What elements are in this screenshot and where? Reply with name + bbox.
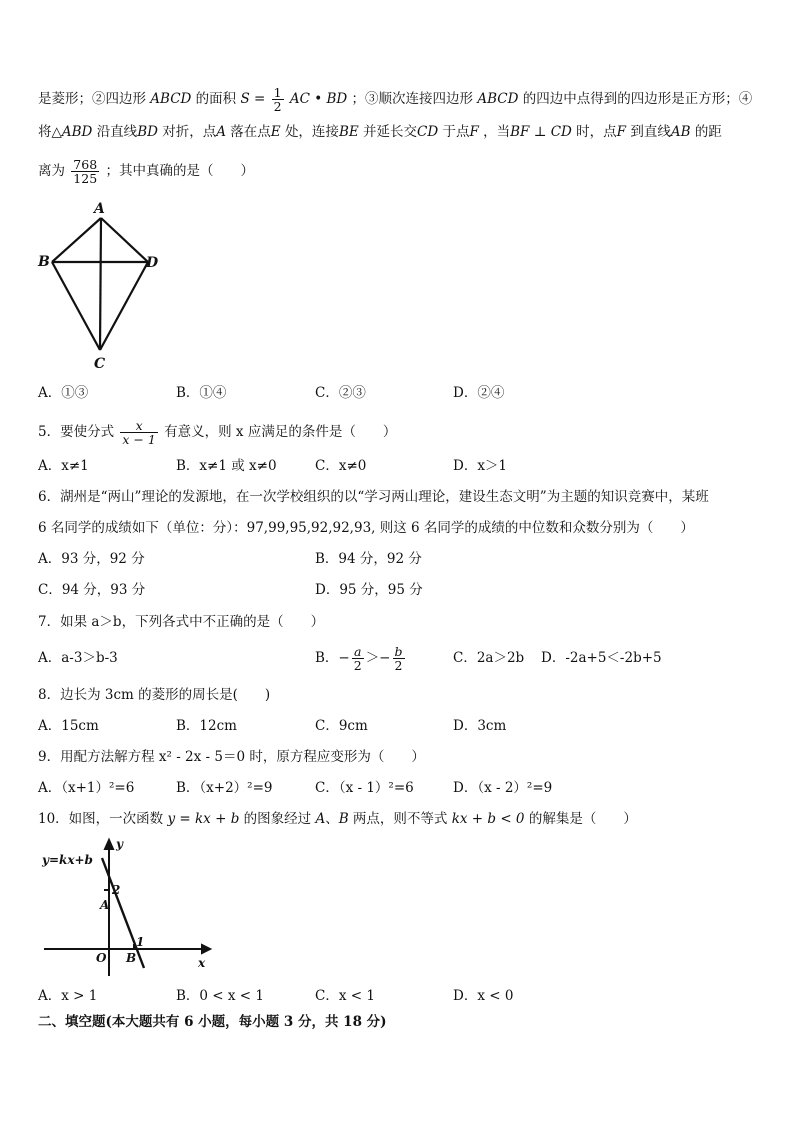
label-a: A (94, 201, 105, 217)
q6-stem-line-1: 6．湖州是“两山”理论的发源地，在一次学校组织的以“学习两山理论，建设生态文明”为主题的知识竞赛中，某班 (38, 489, 709, 505)
q4-text: 于点 (442, 124, 470, 140)
q6-option-c[interactable]: C．94 分，93 分 (38, 582, 146, 598)
q4-math: BF ⊥ CD (510, 124, 572, 140)
q4-fraction-half (272, 86, 284, 113)
q4-text: ；③顺次连接四边形 (351, 91, 474, 107)
label-d: D (146, 255, 159, 271)
q10-text: 10．如图，一次函数 (38, 811, 164, 827)
q5-option-b[interactable]: B．x≠1 或 x≠0 (176, 458, 277, 474)
q9-option-a[interactable]: A．（x+1）²=6 (38, 780, 135, 796)
q4-text: 将△ (38, 124, 62, 140)
segment-ad (101, 218, 148, 262)
point-a-label: A (100, 898, 110, 912)
q4-text: 并延长交 (363, 124, 418, 140)
q4-option-d[interactable]: D．②④ (453, 385, 505, 401)
q6-option-b[interactable]: B．94 分，92 分 (315, 551, 422, 567)
q4-math: A (216, 124, 226, 140)
q4-math: F (469, 124, 479, 140)
q5-text: 5．要使分式 (38, 424, 115, 440)
q10-option-d[interactable]: D．x < 0 (453, 988, 514, 1004)
q5-fraction (120, 419, 157, 446)
function-label: y=kx+b (42, 853, 93, 867)
q8-option-b[interactable]: B．12cm (176, 718, 237, 734)
q10-option-b[interactable]: B．0 < x < 1 (176, 988, 265, 1004)
q4-option-a[interactable]: A．①③ (38, 385, 89, 401)
q5-text: 有意义，则 x 应满足的条件是（ ） (164, 424, 397, 440)
q4-text: 对折，点 (162, 124, 217, 140)
point-b-label: B (126, 951, 137, 965)
q7-option-a[interactable]: A．a-3＞b-3 (38, 650, 118, 666)
y-axis-arrow-icon (105, 840, 113, 849)
q8-stem: 8．边长为 3cm 的菱形的周长是( ) (38, 687, 271, 703)
q10-stem (38, 809, 637, 829)
label-b: B (38, 254, 50, 270)
linear-function-graph (38, 836, 218, 978)
q10-text: 的图象经过 (243, 811, 312, 827)
fraction-numerator: b (394, 644, 403, 659)
y-intercept-label: 2 (112, 883, 121, 897)
segment-dc (100, 262, 148, 350)
q4-math: F (616, 124, 627, 140)
q4-line-1 (38, 86, 752, 113)
q7-option-d[interactable]: D．-2a+5＜-2b+5 (541, 650, 662, 666)
q5-option-d[interactable]: D．x＞1 (453, 458, 508, 474)
fraction-numerator: a (352, 645, 364, 659)
q10-option-a[interactable]: A．x > 1 (38, 988, 98, 1004)
q4-text: 处，连接 (284, 124, 339, 140)
fraction-numerator: 1 (273, 85, 282, 100)
q7-stem: 7．如果 a＞b，下列各式中不正确的是（ ） (38, 614, 325, 630)
q7-fraction-a (352, 645, 364, 672)
q10-option-c[interactable]: C．x < 1 (315, 988, 375, 1004)
q8-option-d[interactable]: D．3cm (453, 718, 507, 734)
q4-math: BE (338, 124, 359, 140)
q6-stem-line-2: 6 名同学的成绩如下（单位：分）：97,99,95,92,92,93, 则这 6 名同学的成绩的中位数和众数分别为（ ） (38, 520, 694, 536)
q4-text: 的距 (694, 124, 722, 140)
q7-fraction-b (393, 645, 405, 672)
q4-math: ABD (61, 124, 93, 140)
q6-option-a[interactable]: A．93 分，92 分 (38, 551, 145, 567)
diagonal-ac (100, 218, 101, 350)
q4-option-c[interactable]: C．②③ (315, 385, 366, 401)
q4-math: CD (417, 124, 439, 140)
q7-option-b[interactable]: B．− $\frac{a}{2}$ ＞− $\frac{b}{2}$ (315, 644, 403, 673)
q7-option-b-mid: ＞− (365, 650, 391, 666)
q10-text: 的解集是（ ） (528, 811, 637, 827)
fraction-denominator: 2 (353, 658, 362, 673)
fraction-denominator: x − 1 (122, 432, 156, 447)
section-2-heading: 二、填空题(本大题共有 6 小题，每小题 3 分，共 18 分) (38, 1014, 387, 1030)
x-axis-label: x (198, 956, 206, 970)
q5-stem (38, 419, 396, 446)
fraction-denominator: 2 (394, 658, 403, 673)
q4-math: S = (240, 91, 266, 107)
fraction-denominator: 125 (73, 171, 98, 186)
y-axis-label: y (116, 837, 123, 851)
q7-option-b-prefix: B． (315, 650, 339, 666)
label-c: C (94, 356, 106, 372)
q4-option-b[interactable]: B．①④ (176, 385, 227, 401)
q4-math: E (270, 124, 281, 140)
fraction-denominator: 2 (273, 99, 282, 114)
q5-option-c[interactable]: C．x≠0 (315, 458, 367, 474)
segment-bc (52, 262, 100, 350)
q4-math: AB (670, 124, 691, 140)
q4-math: BD (137, 124, 158, 140)
fraction-numerator: x (120, 419, 157, 433)
q10-math: kx + b < 0 (451, 811, 525, 827)
q4-math: ABCD (477, 91, 519, 107)
q4-text: ；其中真确的是（ ） (105, 163, 254, 179)
q4-fraction-distance (71, 158, 99, 185)
q4-line-2 (38, 122, 722, 142)
q6-option-d[interactable]: D．95 分，95 分 (315, 582, 423, 598)
q4-text: 到直线 (630, 124, 671, 140)
q4-text: 时，点 (576, 124, 617, 140)
q9-option-c[interactable]: C．（x - 1）²=6 (315, 780, 414, 796)
q9-option-b[interactable]: B．（x+2）²=9 (176, 780, 273, 796)
q4-text: 的四边中点得到的四边形是正方形；④ (522, 91, 753, 107)
x-intercept-label: 1 (136, 935, 145, 949)
segment-ab (52, 218, 101, 262)
kite-lines (52, 218, 148, 350)
q10-math: B (338, 811, 349, 827)
q8-option-c[interactable]: C．9cm (315, 718, 368, 734)
q4-text: 的面积 (195, 91, 237, 107)
fraction-numerator: 768 (73, 157, 98, 172)
q4-line-3 (38, 158, 254, 185)
q10-text: 两点，则不等式 (352, 811, 448, 827)
q8-option-a[interactable]: A．15cm (38, 718, 99, 734)
q4-math: ABCD (150, 91, 192, 107)
q4-text: ，当 (483, 124, 511, 140)
q4-math: AC • BD (289, 91, 348, 107)
q4-text: 沿直线 (96, 124, 138, 140)
q9-stem: 9．用配方法解方程 x² - 2x - 5＝0 时，原方程应变形为（ ） (38, 749, 425, 765)
q9-option-d[interactable]: D．（x - 2）²=9 (453, 780, 553, 796)
origin-label: O (96, 951, 107, 965)
kite-figure (34, 198, 164, 374)
q5-option-a[interactable]: A．x≠1 (38, 458, 89, 474)
q10-text: 、 (325, 811, 339, 827)
q7-option-c[interactable]: C．2a＞2b (453, 650, 525, 666)
q4-text: 是菱形；②四边形 (38, 91, 146, 107)
q10-math: y = kx + b (167, 811, 240, 827)
q4-text: 离为 (38, 163, 65, 179)
q4-text: 落在点 (230, 124, 271, 140)
x-axis-arrow-icon (202, 945, 210, 953)
q10-math: A (315, 811, 326, 827)
